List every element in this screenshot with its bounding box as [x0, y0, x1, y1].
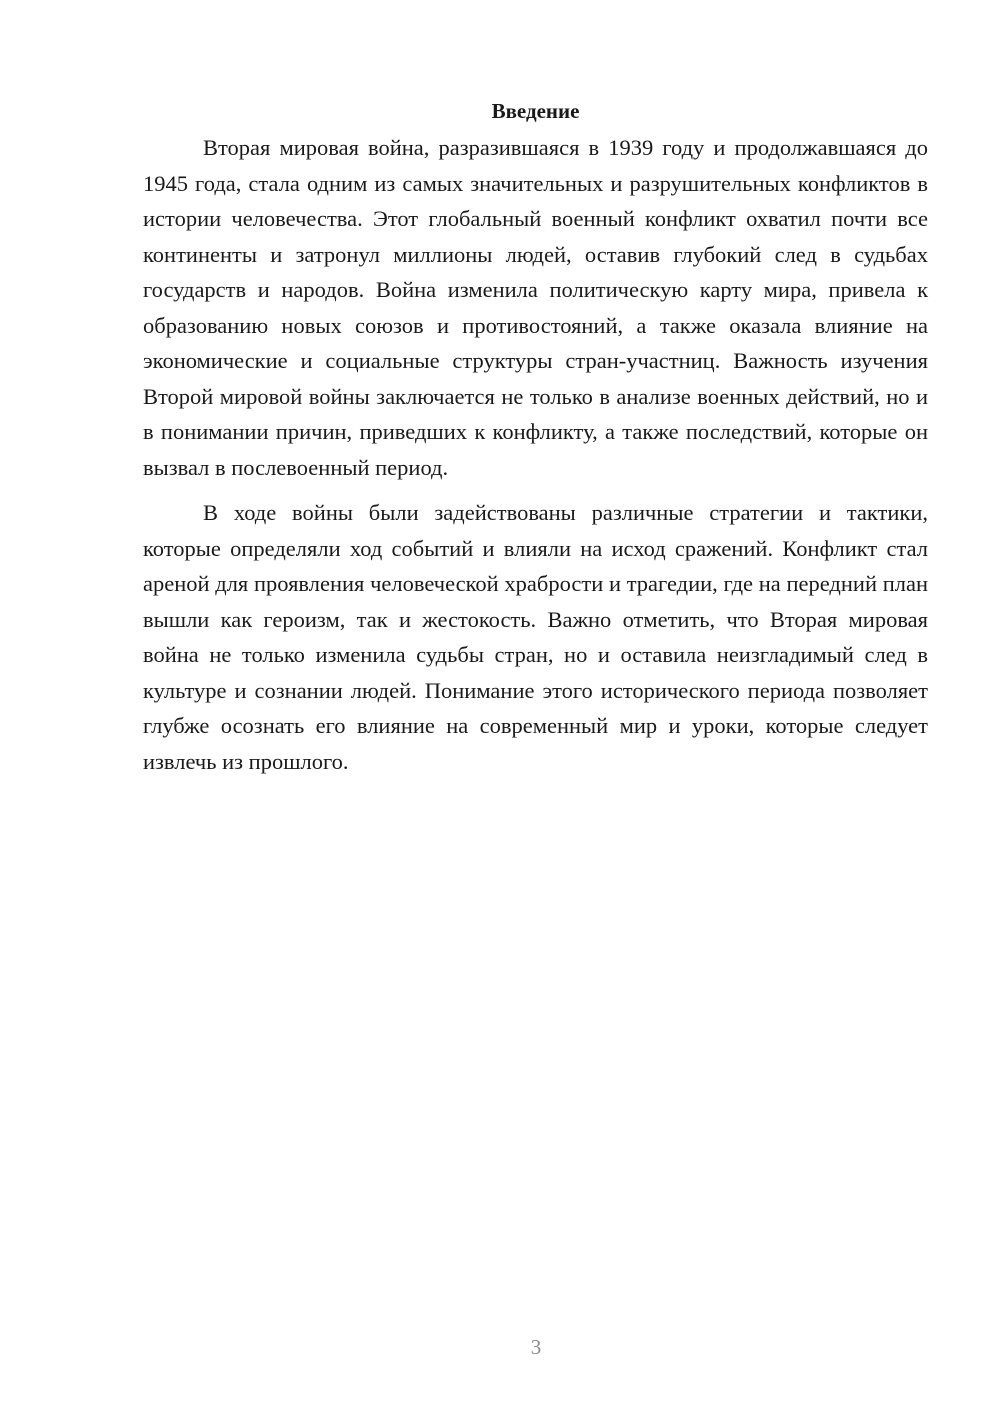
page-number: 3 [530, 1335, 542, 1359]
section-heading: Введение [491, 99, 580, 123]
page-content [143, 96, 928, 779]
paragraph-1: Вторая мировая война, разразившаяся в 1939 году и продолжавшаяся до 1945 года, стала одним из самых значительных и разрушительных конфликтов в истории человечества. Этот глобальный военный конфликт охватил почти все континенты и затронул миллионы людей, оставив глубокий след в судьбах государств и народов. Война изменила политическую карту мира, привела к образованию новых союзов и противостояний, а также оказала влияние на экономические и социальные структуры стран-участниц. Важность изучения Второй мировой войны заключается не только в анализе военных действий, но и в понимании причин, приведших к конфликту, а также последствий, которые он вызвал в послевоенный период. [143, 135, 928, 480]
paragraph-2: В ходе войны были задействованы различные стратегии и тактики, которые определяли ход событий и влияли на исход сражений. Конфликт стал ареной для проявления человеческой храбрости и трагедии, где на передний план вышли как героизм, так и жестокость. Важно отметить, что Вторая мировая война не только изменила судьбы стран, но и оставила неизгладимый след в культуре и сознании людей. Понимание этого исторического периода позволяет глубже осознать его влияние на современный мир и уроки, которые следует извлечь из прошлого. [143, 500, 928, 774]
